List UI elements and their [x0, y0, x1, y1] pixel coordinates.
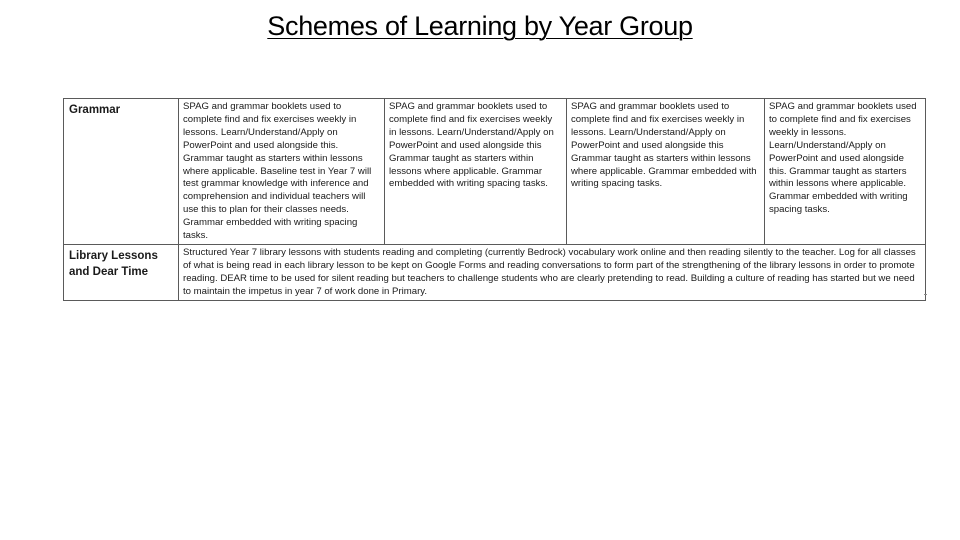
grammar-cell-2: SPAG and grammar booklets used to complete find and fix exercises weekly in lessons. Learn/Understand/Apply on PowerPoint and used alongside this Grammar taught as starters within lessons where applicable. Grammar embedded with writing spacing tasks.: [385, 99, 567, 245]
row-label-library: Library Lessons and Dear Time: [64, 244, 179, 300]
grammar-cell-4: SPAG and grammar booklets used to complete find and fix exercises weekly in lessons. Learn/Understand/Apply on PowerPoint and used alongside this. Grammar taught as starters within lessons where applicable. Grammar embedded with writing spacing tasks.: [765, 99, 926, 245]
table-row-grammar: [64, 99, 926, 245]
grammar-cell-1: SPAG and grammar booklets used to complete find and fix exercises weekly in lessons. Learn/Understand/Apply on PowerPoint and used alongside this. Grammar taught as starters within lessons where applicable. Baseline test in Year 7 will test grammar knowledge with inference and comprehension and individual teachers will use this to plan for their classes needs. Grammar embedded with writing spacing tasks.: [179, 99, 385, 245]
table-row-library: [64, 244, 926, 300]
library-cell: Structured Year 7 library lessons with students reading and completing (currently Bedrock) vocabulary work online and then reading silently to the teacher. Log for all classes of what is being read in each library lesson to be kept on Google Forms and reading conversations to form part of the strengthening of the library lessons in order to promote reading. DEAR time to be used for silent reading but teachers to challenge students who are clearly pretending to read. Building a culture of reading has started but we need to maintain the impetus in year 7 of work done in Primary.: [179, 244, 926, 300]
table-edge-mark: [924, 294, 927, 295]
grammar-cell-3: SPAG and grammar booklets used to complete find and fix exercises weekly in lessons. Learn/Understand/Apply on PowerPoint and used alongside this Grammar taught as starters within lessons where applicable. Grammar embedded with writing spacing tasks.: [567, 99, 765, 245]
slide-title: Schemes of Learning by Year Group: [267, 11, 693, 41]
scheme-table: [63, 98, 926, 301]
row-label-grammar: Grammar: [64, 99, 179, 245]
